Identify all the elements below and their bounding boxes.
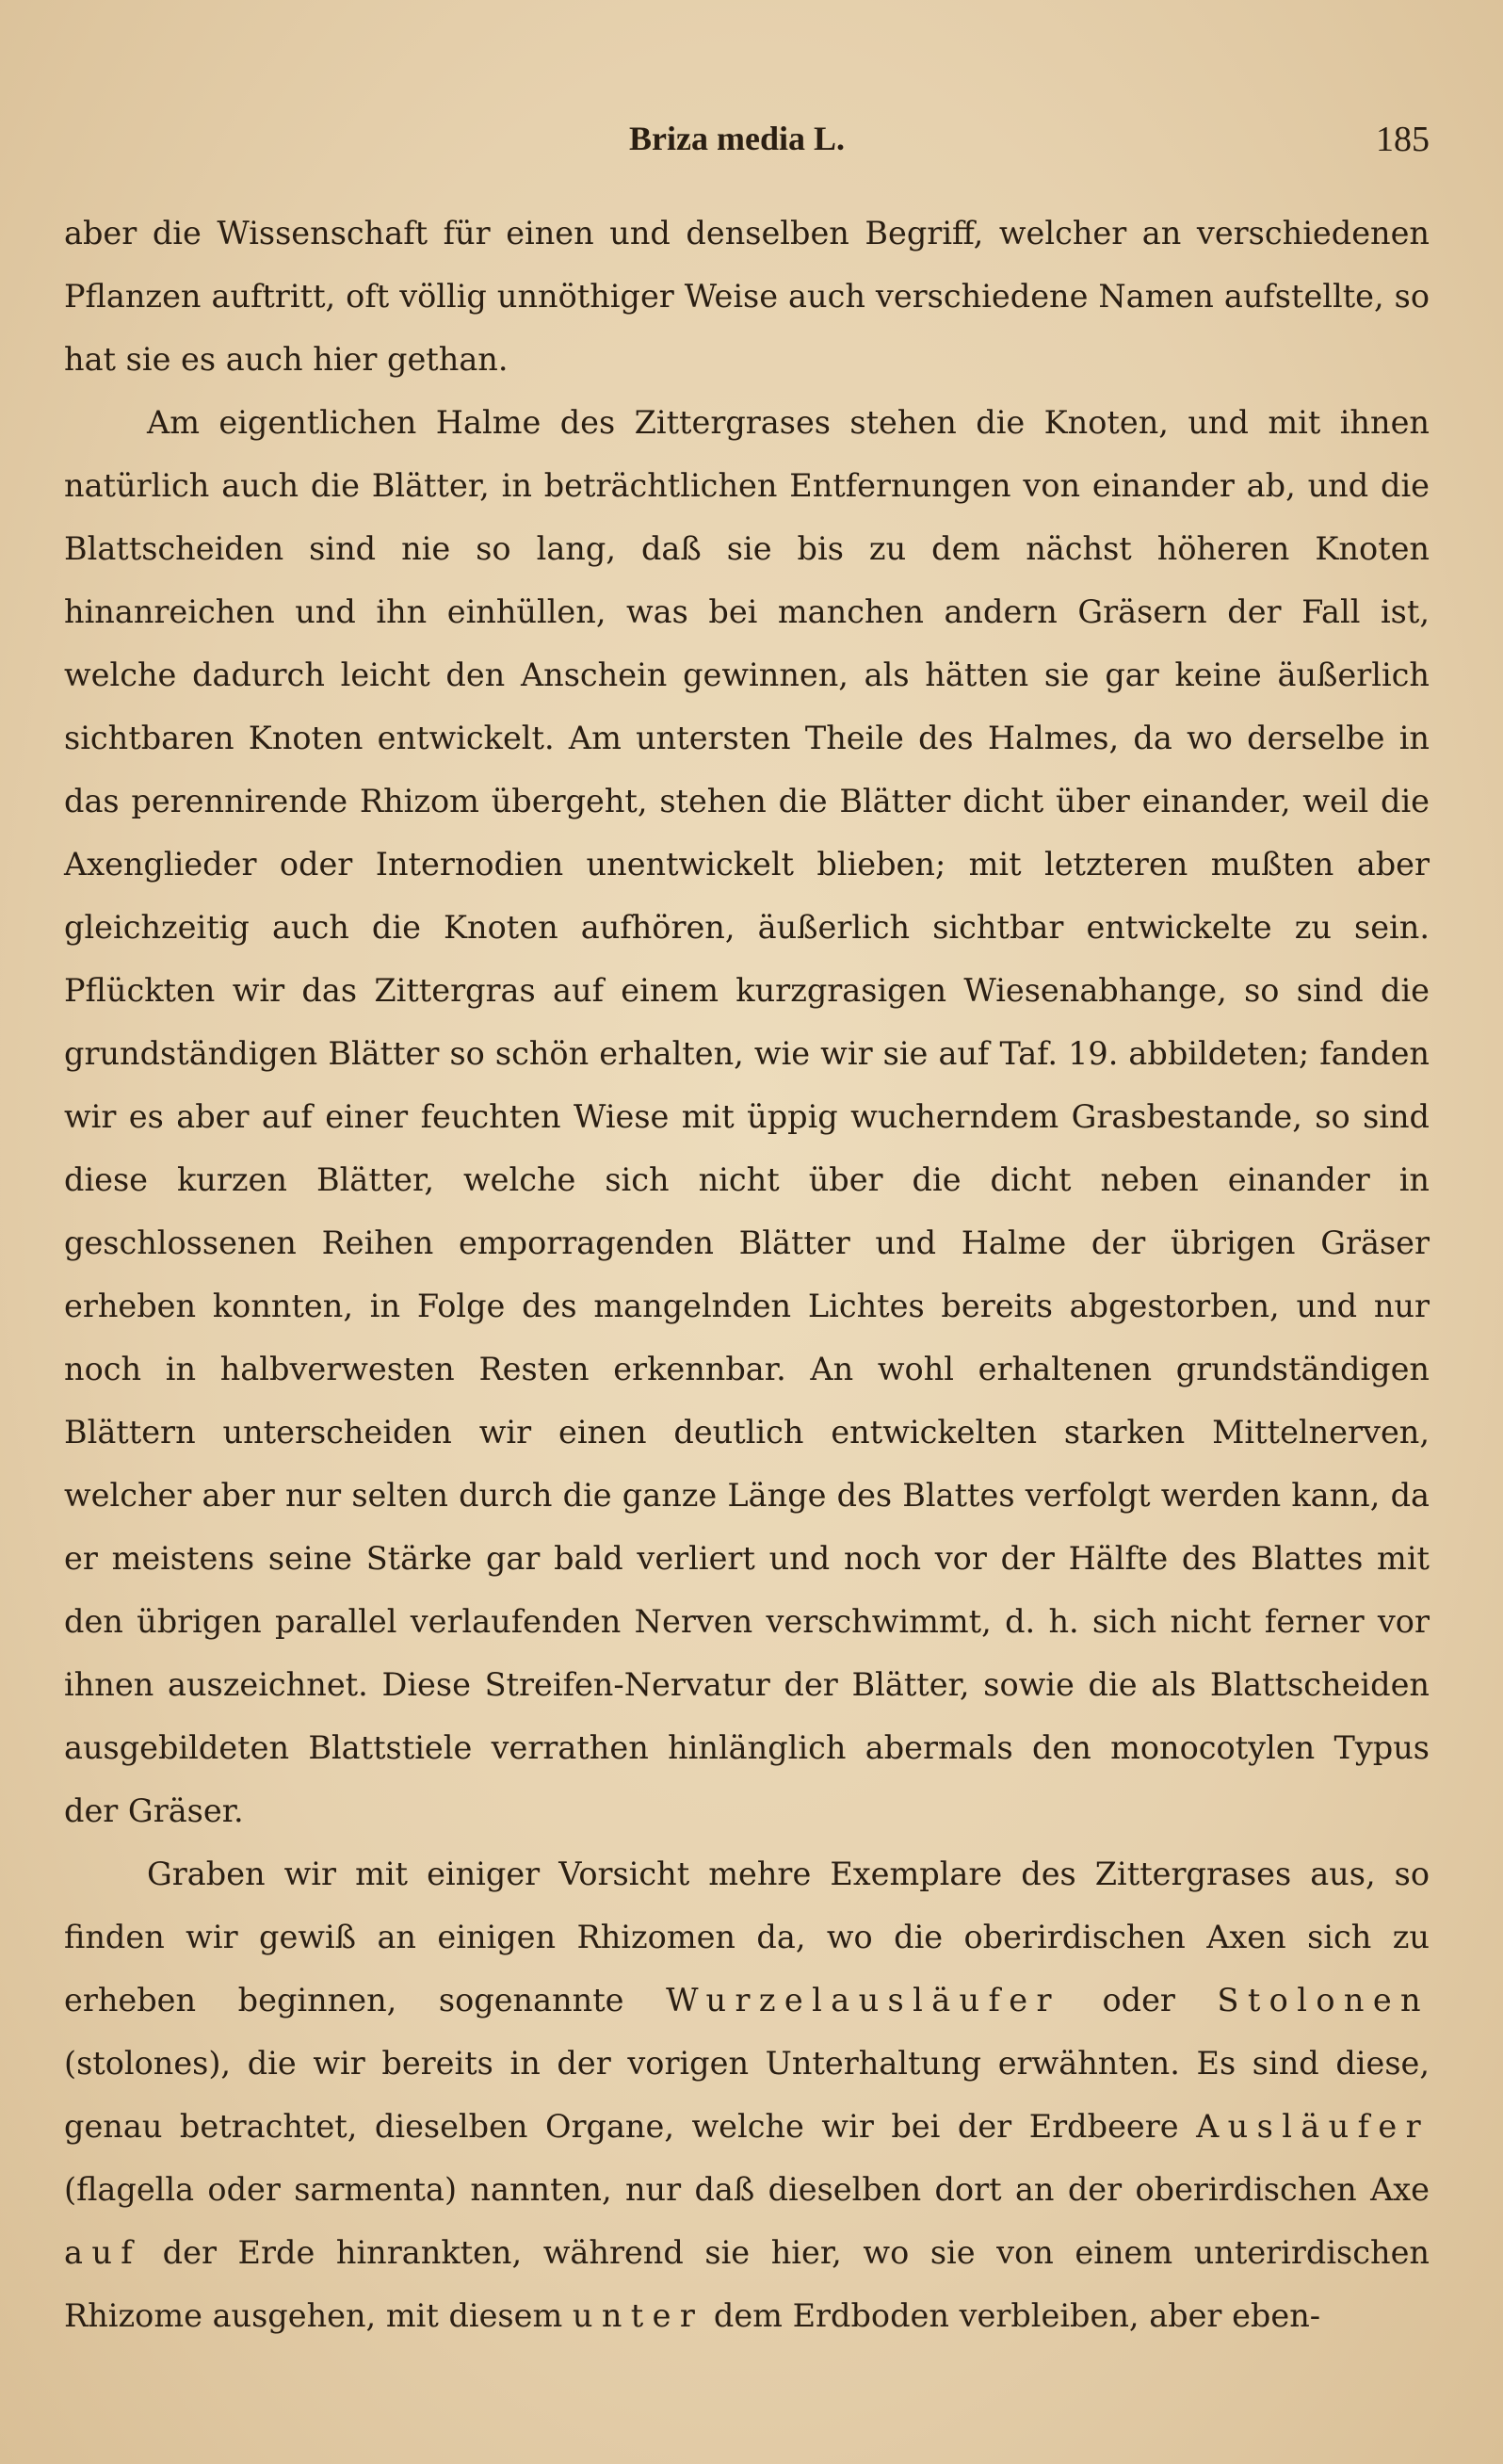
paragraph-3-text-3: (stolones), die wir bereits in der vorigen Unterhaltung erwähnten. Es sind diese, genau betrachtet, dieselben Organe, welche wir bei der Erdbeere: [64, 2045, 1430, 2145]
page-number: 185: [1376, 120, 1430, 159]
paragraph-3-text-4: (flagella oder sarmenta) nannten, nur daß dieselben dort an der oberirdischen Axe: [64, 2171, 1430, 2208]
paragraph-1: aber die Wissenschaft für einen und denselben Begriff, welcher an verschiedenen Pflanzen auftritt, oft völlig unnöthiger Weise auch verschiedene Namen aufstellte, so hat sie es auch hier gethan.: [64, 215, 1430, 378]
paragraph-3: [64, 1842, 1430, 2347]
term-auslaeufer: Ausläufer: [1196, 2108, 1430, 2145]
paragraph-3-text-5: der Erde hinrankten, während sie hier, wo sie von einem unterirdischen Rhizome ausgehen, mit diesem: [64, 2234, 1430, 2334]
paragraph-3-text-6: dem Erdboden verbleiben, aber eben-: [703, 2297, 1321, 2334]
running-head: [64, 119, 1430, 177]
body-text: [64, 202, 1430, 2347]
paragraph-3-text-2: oder: [1059, 1982, 1218, 2018]
paragraph-3-text-1: Graben wir mit einiger Vorsicht mehre Exemplare des Zittergrases aus, so finden wir gewiß an einigen Rhizomen da, wo die oberirdischen Axen sich zu erheben beginnen, sogenannte: [64, 1856, 1430, 2018]
emphasis-unter: unter: [572, 2297, 704, 2334]
emphasis-auf: auf: [64, 2234, 142, 2271]
term-wurzelauslaeufer: Wurzelausläufer: [666, 1982, 1060, 2018]
term-stolonen: Stolonen: [1217, 1982, 1430, 2018]
running-title: Briza media L.: [629, 120, 845, 157]
paragraph-2: Am eigentlichen Halme des Zittergrases stehen die Knoten, und mit ihnen natürlich auch die Blätter, in beträchtlichen Entfernungen von einander ab, und die Blattscheiden sind nie so lang, daß sie bis zu dem nächst höheren Knoten hinanreichen und ihn einhüllen, was bei manchen andern Gräsern der Fall ist, welche dadurch leicht den Anschein gewinnen, als hätten sie gar keine äußerlich sichtbaren Knoten entwickelt. Am untersten Theile des Halmes, da wo derselbe in das perennirende Rhizom übergeht, stehen die Blätter dicht über einander, weil die Axenglieder oder Internodien unentwickelt blieben; mit letzteren mußten aber gleichzeitig auch die Knoten aufhören, äußerlich sichtbar entwickelte zu sein. Pflückten wir das Zittergras auf einem kurzgrasigen Wiesenabhange, so sind die grundständigen Blätter so schön erhalten, wie wir sie auf Taf. 19. abbildeten; fanden wir es aber auf einer feuchten Wiese mit üppig wucherndem Grasbestande, so sind diese kurzen Blätter, welche sich nicht über die dicht neben einander in geschlossenen Reihen emporragenden Blätter und Halme der übrigen Gräser erheben konnten, in Folge des mangelnden Lichtes bereits abgestorben, und nur noch in halbverwesten Resten erkennbar. An wohl erhaltenen grundständigen Blättern unterscheiden wir einen deutlich entwickelten starken Mittelnerven, welcher aber nur selten durch die ganze Länge des Blattes verfolgt werden kann, da er meistens seine Stärke gar bald verliert und noch vor der Hälfte des Blattes mit den übrigen parallel verlaufenden Nerven verschwimmt, d. h. sich nicht ferner vor ihnen auszeichnet. Diese Streifen-Nervatur der Blätter, sowie die als Blattscheiden ausgebildeten Blattstiele verrathen hinlänglich abermals den monocotylen Typus der Gräser.: [64, 404, 1430, 1829]
